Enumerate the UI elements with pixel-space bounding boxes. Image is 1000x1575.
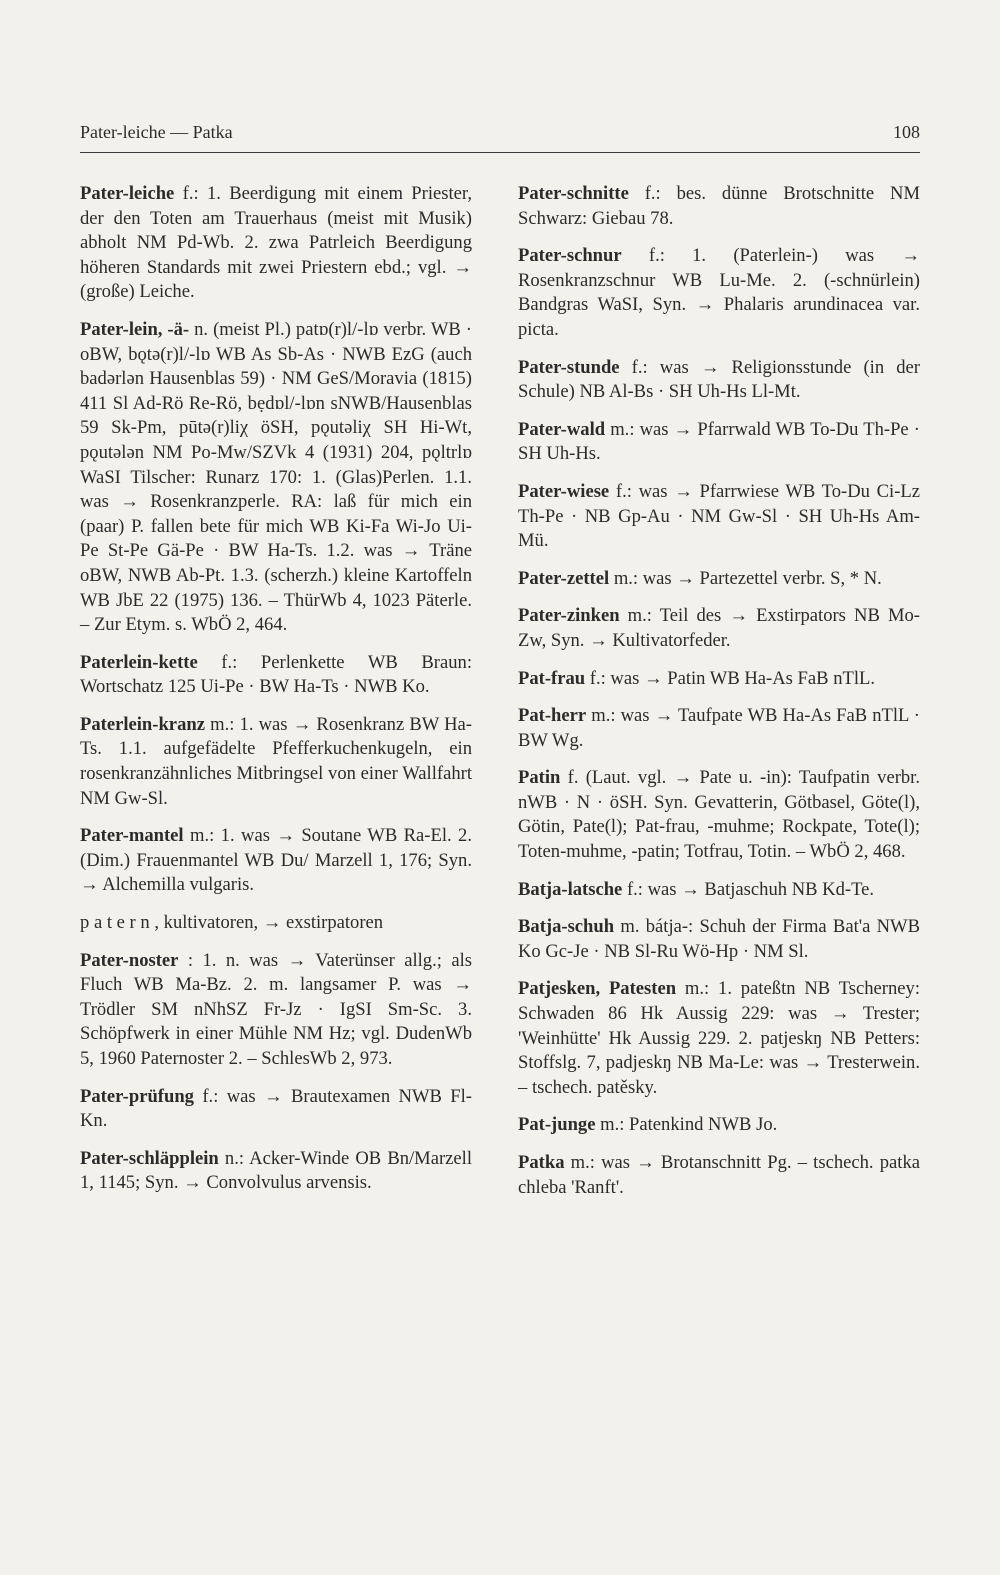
entry-lemma: Pat-frau	[518, 667, 586, 689]
dictionary-entry	[80, 824, 472, 898]
entry-lemma: Batja-schuh	[518, 916, 615, 938]
dictionary-entry	[518, 418, 920, 467]
dictionary-entry	[80, 1147, 472, 1196]
dictionary-entry	[80, 949, 472, 1072]
entry-text: f.: Perlenkette WB Braun: Wortschatz 125 Ui-Pe · BW Ha-Ts · NWB Ko.	[80, 651, 472, 698]
entry-lemma: Pater-zinken	[518, 605, 620, 627]
entry-lemma: Paterlein-kranz	[80, 713, 205, 735]
entry-lemma: Pat-junge	[518, 1114, 596, 1136]
entry-lemma: Patka	[518, 1152, 565, 1173]
entry-text: m.: 1. was → Rosenkranz BW Ha-Ts. 1.1. aufgefädelte Pfefferkuchenkugeln, ein rosenkranzähnliches Mitbringsel von einer Wallfahrt NM Gw-Sl.	[80, 713, 472, 809]
entry-text: f.: was → Batjaschuh NB Kd-Te.	[622, 878, 875, 900]
running-header	[80, 122, 920, 153]
entry-lemma: Pater-wiese	[518, 480, 610, 502]
entry-text: f.: was → Religionsstunde (in der Schule) NB Al-Bs · SH Uh-Hs Ll-Mt.	[518, 356, 920, 403]
entry-lemma: Batja-latsche	[518, 878, 623, 900]
right-column	[518, 182, 920, 1213]
entry-lemma: Pater-schläpplein	[80, 1147, 219, 1169]
header-title: Pater-leiche — Patka	[80, 122, 233, 142]
dictionary-entry	[518, 244, 920, 342]
entry-text: m.: 1. pateßtn NB Tscherney: Schwaden 86 Hk Aussig 229: was → Trester; 'Weinhütte' Hk Aussig 229. 2. patjeskŋ NB Petters: Stoffslg. 7, padjeskŋ NB Ma-Le: was → Tresterwein. – tschech. patěsky.	[518, 978, 920, 1098]
cross-reference-entry	[80, 911, 472, 936]
entry-text: n. (meist Pl.) patɒ(r)l/-lɒ verbr. WB · oBW, bǫtə(r)l/-lɒ WB As Sb-As · NWB EzG (auch badərlən Hausenblas 59) · NM GeS/Moravia (1815) 411 Sl Ad-Rö Re-Rö, bẹdɒl/-lɒn sNWB/Hausenblas 59 Sk-Pm, pūtə(r)liχ öSH, pǫutəliχ SH Hi-Wt, pǫutələn NM Po-Mw/SZVk 4 (1931) 204, pǫltrlɒ WaSI Tilscher: Runarz 170: 1. (Glas)Perlen. 1.1. was → Rosenkranzperle. RA: laß für mich ein (paar) P. fallen bete für mich WB Ki-Fa Wi-Jo Ui-Pe St-Pe Gä-Pe · BW Ha-Ts. 1.2. was → Träne oBW, NWB Ab-Pt. 1.3. (scherzh.) kleine Kartoffeln WB JbE 22 (1975) 136. – ThürWb 4, 1023 Päterle. – Zur Etym. s. WbÖ 2, 464.	[80, 318, 472, 636]
dictionary-entry	[80, 182, 472, 305]
entry-text: f.: was → Brautexamen NWB Fl-Kn.	[80, 1085, 472, 1132]
entry-lemma: Paterlein-kette	[80, 651, 198, 673]
left-column	[80, 182, 472, 1209]
entry-text: f.: was → Patin WB Ha-As FaB nTlL.	[585, 667, 876, 689]
dictionary-entry	[80, 713, 472, 811]
dictionary-entry	[518, 704, 920, 753]
dictionary-entry	[518, 356, 920, 405]
entry-lemma: Pat-herr	[518, 705, 587, 727]
entry-lemma: Pater-stunde	[518, 356, 620, 378]
entry-text: m.: was → Pfarrwald WB To-Du Th-Pe · SH Uh-Hs.	[518, 418, 920, 465]
dictionary-entry	[518, 480, 920, 554]
entry-text: m.: 1. was → Soutane WB Ra-El. 2. (Dim.) Frauenmantel WB Du/ Marzell 1, 176; Syn. → Alchemilla vulgaris.	[80, 825, 472, 896]
dictionary-entry	[518, 567, 920, 592]
page-number: 108	[893, 122, 920, 142]
entry-lemma: Pater-schnur	[518, 245, 622, 267]
entry-text: f.: bes. dünne Brotschnitte NM Schwarz: Giebau 78.	[518, 183, 920, 229]
entry-text: m.: Teil des → Exstirpators NB Mo-Zw, Syn. → Kultivatorfeder.	[518, 605, 920, 651]
entry-text: p a t e r n , kultivatoren, → exstirpatoren	[80, 912, 384, 934]
dictionary-entry	[518, 977, 920, 1100]
entry-text: n.: Acker-Winde OB Bn/Marzell 1, 1145; Syn. → Convolvulus arvensis.	[80, 1147, 472, 1194]
dictionary-entry	[518, 182, 920, 231]
dictionary-entry	[518, 667, 920, 692]
entry-text: f.: 1. Beerdigung mit einem Priester, der den Toten am Trauerhaus (meist mit Musik) abholt NM Pd-Wb. 2. zwa Patrleich Beerdigung höheren Standards mit zwei Priestern ebd.; vgl. → (große) Leiche.	[80, 183, 472, 303]
entry-text: f.: was → Pfarrwiese WB To-Du Ci-Lz Th-Pe · NB Gp-Au · NM Gw-Sl · SH Uh-Hs Am-Mü.	[518, 480, 920, 552]
entry-lemma: Pater-prüfung	[80, 1085, 194, 1107]
dictionary-entry	[518, 604, 920, 653]
dictionary-entry	[80, 651, 472, 700]
entry-lemma: Pater-noster	[80, 949, 179, 971]
entry-text: m.: was → Taufpate WB Ha-As FaB nTlL · BW Wg.	[518, 705, 920, 751]
entry-lemma: Patin	[518, 767, 561, 789]
entry-lemma: Pater-lein, -ä-	[80, 318, 190, 340]
entry-lemma: Pater-zettel	[518, 567, 610, 589]
entry-text: m. bátja-: Schuh der Firma Bat'a NWB Ko Gc-Je · NB Sl-Ru Wö-Hp · NM Sl.	[518, 916, 920, 962]
dictionary-entry	[518, 1151, 920, 1200]
entry-lemma: Patjesken, Patesten	[518, 978, 677, 1000]
entry-text: : 1. n. was → Vaterünser allg.; als Fluch WB Ma-Bz. 2. m. langsamer P. was → Trödler SM nNhSZ Fr-Jz · IgSI Sm-Sc. 3. Schöpfwerk in einer Mühle NM Hz; vgl. DudenWb 5, 1960 Paternoster 2. – SchlesWb 2, 973.	[80, 949, 472, 1069]
dictionary-entry	[518, 1113, 920, 1138]
entry-text: f. (Laut. vgl. → Pate u. -in): Taufpatin verbr. nWB · N · öSH. Syn. Gevatterin, Götbasel, Göte(l), Götin, Pate(l); Pat-frau, -muhme; Rockpate, Tote(l); Toten-muhme, -patin; Totfrau, Totin. – WbÖ 2, 468.	[518, 767, 920, 863]
entry-lemma: Pater-wald	[518, 418, 606, 440]
dictionary-entry	[518, 915, 920, 964]
entry-lemma: Pater-leiche	[80, 183, 175, 204]
dictionary-entry	[518, 766, 920, 864]
dictionary-entry	[518, 878, 920, 903]
dictionary-entry	[80, 1085, 472, 1134]
entry-text: m.: Patenkind NWB Jo.	[595, 1114, 778, 1136]
entry-text: f.: 1. (Paterlein-) was → Rosenkranzschnur WB Lu-Me. 2. (-schnürlein) Bandgras WaSI, Syn. → Phalaris arundinacea var. picta.	[518, 245, 920, 340]
entry-text: m.: was → Brotanschnitt Pg. – tschech. patka chleba 'Ranft'.	[518, 1152, 920, 1198]
entry-lemma: Pater-mantel	[80, 825, 184, 847]
entry-lemma: Pater-schnitte	[518, 183, 629, 204]
dictionary-entry	[80, 318, 472, 638]
entry-text: m.: was → Partezettel verbr. S, * N.	[609, 567, 882, 589]
